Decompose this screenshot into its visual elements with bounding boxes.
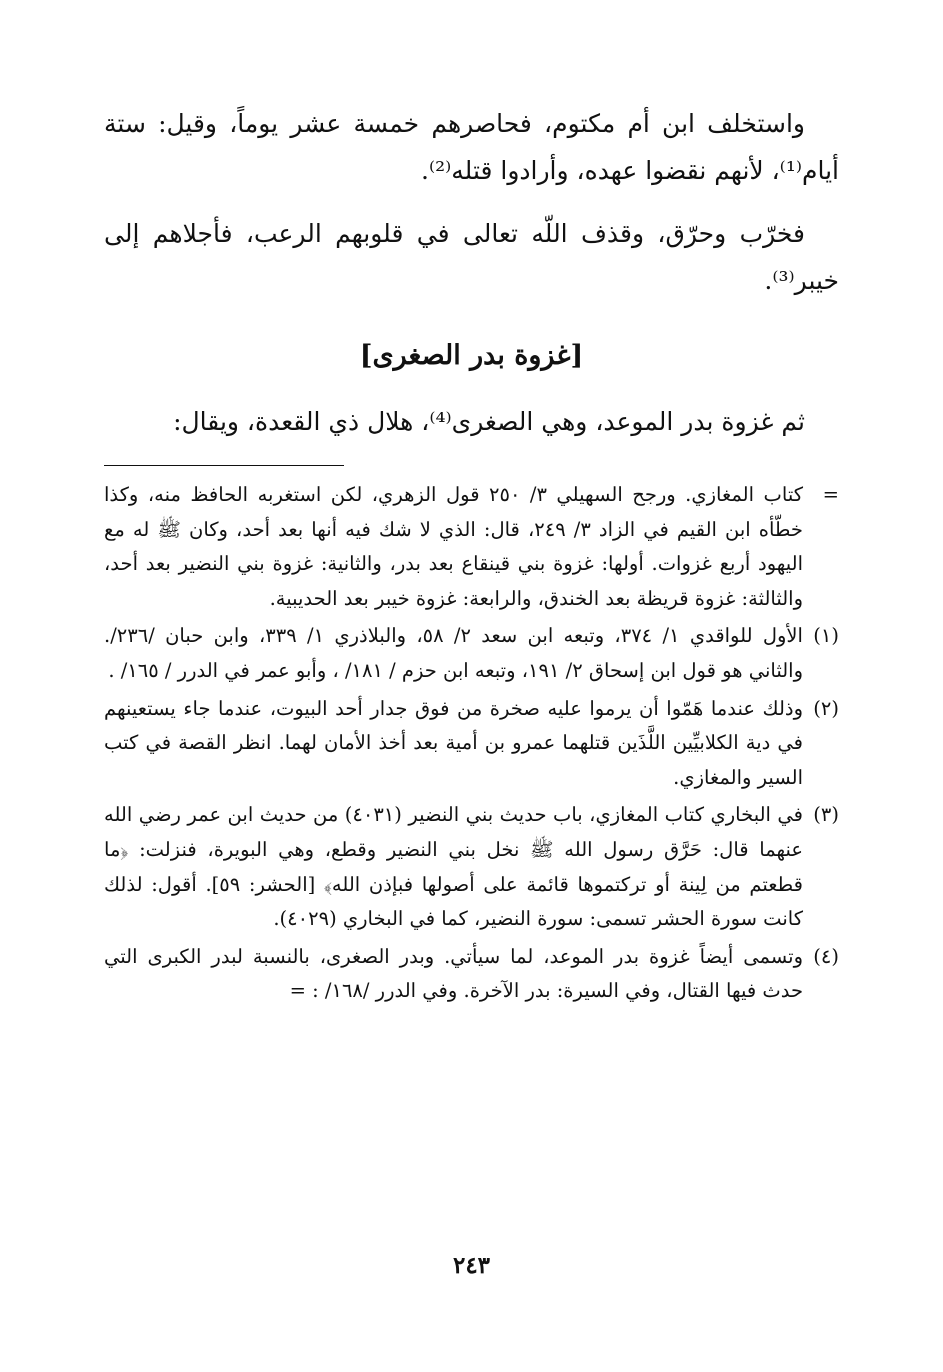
footnote-text: وتسمى أيضاً غزوة بدر الموعد، لما سيأتي. وبدر الصغرى، بالنسبة لبدر الكبرى التي حدث فيها القتال، وفي السيرة: بدر الآخرة. وفي الدرر /١٦٨/ : = — [104, 944, 803, 1003]
footnote-marker: (٢) — [813, 696, 839, 720]
footnote-4 — [104, 940, 839, 1009]
footnote-marker: (٣) — [813, 803, 839, 827]
footnote-marker: (٤) — [813, 944, 839, 968]
footnote-text: في البخاري كتاب المغازي، باب حديث بني النضير (٤٠٣١) من حديث ابن عمر رضي الله عنهما قال: حَرَّق رسول الله ﷺ نخل بني النضير وقطع، وهي البويرة، فنزلت: ﴿ما قطعتم من لِينة أو تركتموها قائمة على أصولها فبإذن الله﴾ [الحشر: ٥٩]. أقول: لذلك كانت سورة الحشر تسمى: سورة النضير، كما في البخاري (٤٠٢٩). — [104, 803, 804, 931]
main-paragraph-2: فخرّب وحرّق، وقذف اللّه تعالى في قلوبهم الرعب، فأجلاهم إلى خيبر⁽³⁾. — [104, 219, 839, 295]
footnotes — [104, 478, 839, 1009]
main-paragraph-3: ثم غزوة بدر الموعد، وهي الصغرى⁽⁴⁾، هلال ذي القعدة، ويقال: — [173, 407, 805, 436]
footnote-3 — [104, 798, 839, 936]
footnote-marker: (١) — [813, 624, 839, 648]
section-title: [غزوة بدر الصغرى] — [359, 340, 584, 371]
footnote-continuation — [104, 478, 839, 616]
footnote-1 — [104, 619, 839, 688]
footnote-marker: = — [822, 483, 839, 506]
footnote-text: كتاب المغازي. ورجح السهيلي ٣/ ٢٥٠ قول الزهري، لكن استغربه الحافظ منه، وكذا خطّأه ابن القيم في الزاد ٣/ ٢٤٩، قال: الذي لا شك فيه أنها بعد أحد، وكان ﷺ له مع اليهود أربع غزوات. أولها: غزوة بني قينقاع بعد بدر، والثانية: غزوة بني النضير بعد أحد، والثالثة: غزوة قريظة بعد الخندق، والرابعة: غزوة خيبر بعد الحديبية. — [104, 483, 803, 610]
footnote-divider — [104, 465, 344, 466]
page-number: ٢٤٣ — [452, 1252, 491, 1279]
footnote-text: وذلك عندما هَمّوا أن يرموا عليه صخرة من فوق جدار أحد البيوت، عندما جاء يستعينهم في دية الكلابيِّين اللَّذَين قتلهما عمرو بن أمية بعد أخذ الأمان لهما. انظر القصة في كتب السير والمغازي. — [104, 696, 803, 789]
main-paragraph-1: واستخلف ابن أم مكتوم، فحاصرهم خمسة عشر يوماً، وقيل: ستة أيام⁽¹⁾، لأنهم نقضوا عهده، وأرادوا قتله⁽²⁾. — [104, 109, 839, 185]
footnote-2 — [104, 692, 839, 796]
book-page — [104, 100, 839, 1350]
footnote-text: الأول للواقدي ١/ ٣٧٤، وتبعه ابن سعد ٢/ ٥٨، والبلاذري ١/ ٣٣٩، وابن حبان /٢٣٦/. والثاني هو قول ابن إسحاق ٢/ ١٩١، وتبعه ابن حزم / ١٨١/ ، وأبو عمر في الدرر / ١٦٥/ . — [104, 624, 803, 682]
